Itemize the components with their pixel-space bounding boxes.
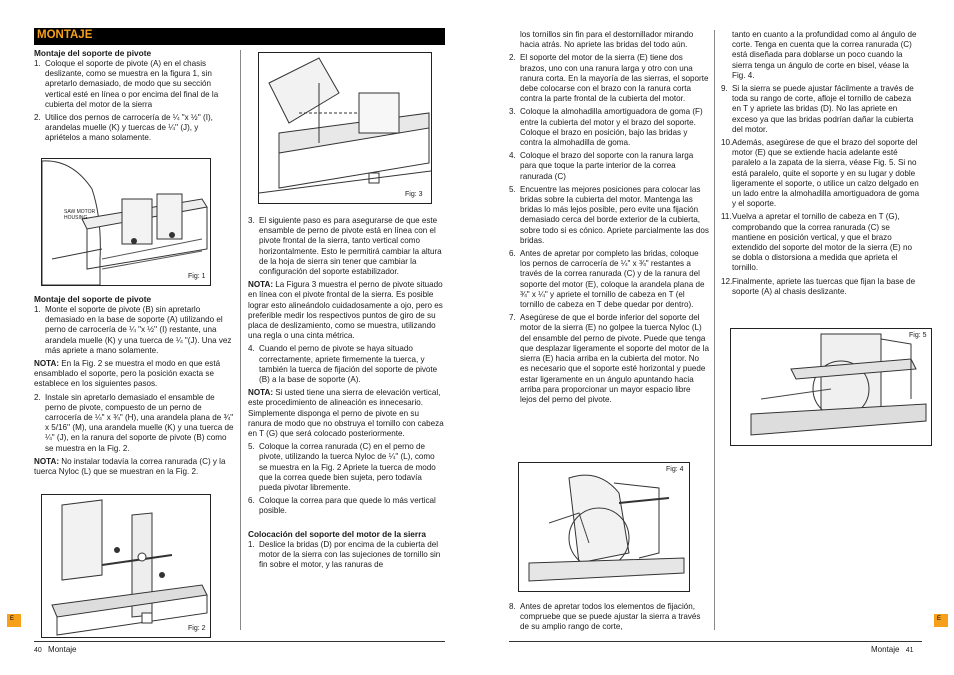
figure-4-drawing: [519, 463, 689, 591]
list-item: 8. Antes de apretar todos los elementos de fijación, compruebe que se puede ajustar la sierra a través de su amplio rango de corte,: [509, 602, 701, 632]
column-3: [509, 30, 709, 408]
footer-title-left: Montaje: [48, 645, 77, 654]
note: NOTA: La Figura 3 muestra el perno de pivote situado en línea con el pivote frontal de la sierra. Es posible lograr esto alineándolo cuidadosamente a ojo, pero es preferible medir los respectivos puntos de giro de su placa de deslizamiento, como se muestra, utilizando una regla o una cinta métrica.: [248, 280, 443, 341]
list-item: 12. Finalmente, apriete las tuercas que fijan la base de soporte (A) al chasis deslizante.: [721, 276, 916, 296]
figure-2: [41, 494, 211, 638]
list-item: 7. Asegúrese de que el borde inferior del soporte del motor de la sierra (E) no golpee la tuerca Nyloc (L) del ensamble del perno de pivote. Puede que tenga que desplazar ligeramente el soporte del motor de la sierra (E) hacia arriba en la cubierta del motor. No es necesario que el soporte esté horizontal y puede estar ligeramente en un ángulo apuntando hacia arriba para proporcionar un mayor espacio libre lejos del perno del pivote.: [509, 313, 709, 404]
list-item: 1. Monte el soporte de pivote (B) sin apretarlo demasiado en la base de soporte (A) utilizando el perno de carrocería de ¼ "x ½'' (I) restante, una arandela muelle (K) y una tuerca de ¼ "(J). Una vez más apriete a mano solamente.: [34, 305, 232, 355]
column-divider: [714, 30, 715, 630]
note: NOTA: En la Fig. 2 se muestra el modo en que está ensamblado el soporte, pero la posición exacta se establece en los siguientes pasos.: [34, 359, 221, 389]
list-item: 10. Además, asegúrese de que el brazo del soporte del motor (E) que se extiende hacia adelante esté paralelo a la zapata de la sierra, véase Fig. 5. Si no está paralelo, quite el soporte y en su lugar y doble ligeramente el soporte, o utilice un calzo delgado en un lado entre la almohadilla amortiguadora de goma y el soporte.: [721, 138, 920, 209]
figure-5-drawing: [731, 329, 931, 445]
figure-4-label: Fig: 4: [666, 466, 684, 473]
footer-title-right: Montaje: [871, 645, 900, 654]
figure-1: [41, 158, 211, 286]
column-1: [34, 48, 234, 147]
list-item: 4. Coloque el brazo del soporte con la ranura larga para que toque la parte interior de la correa ranurada (C): [509, 151, 694, 181]
list-item: 1. Coloque el soporte de pivote (A) en el chasis deslizante, como se muestra en la figura 1, sin apretarlo demasiado, de modo que su sección vertical esté en línea o por encima del final de la cubierta del motor de la sierra: [34, 59, 219, 109]
language-tab-left: E: [7, 614, 21, 627]
list-item: 3. Coloque la almohadilla amortiguadora de goma (F) entre la cubierta del motor y el brazo del soporte. Coloque el brazo en posición, bajo las bridas y contra la almohadilla de goma.: [509, 107, 703, 148]
figure-5-label: Fig: 5: [909, 332, 927, 339]
list-item: 6. Antes de apretar por completo las bridas, coloque los pernos de carrocería de ¼" x ¾" restantes a través de la correa ranurada (C) y de la ranura del soporte del motor (E), coloque la arandela plana de ¾" x ¼" y apriete el tornillo de cabeza en T (el tornillo de cabeza en T debe quedar por dentro).: [509, 249, 705, 310]
list-item: 2. Utilice dos pernos de carrocería de ¼ "x ½'' (I), arandelas muelle (K) y tuercas de ¼'' (J), y apriételos a mano solamente.: [34, 113, 213, 143]
language-tab-right: E: [934, 614, 948, 627]
note: NOTA: No instalar todavía la correa ranurada (C) y la tuerca Nyloc (L) que se muestran en la Fig. 2.: [34, 456, 226, 477]
list-item: 11. Vuelva a apretar el tornillo de cabeza en T (G), comprobando que la correa ranurada (C) se mantiene en posición vertical, y que el brazo extendido del soporte del motor de la sierra (E) no se dobla o distorsiona a medida que aprieta el tornillo.: [721, 212, 912, 273]
column-2: [248, 216, 444, 573]
list-item: 3. El siguiente paso es para asegurarse de que este ensamble de perno de pivote está en línea con el pivote frontal de la sierra, tanto vertical como horizontalmente. Esto le permitirá cambiar la altura de la hoja de sierra sin tener que cambiar la configuración del soporte estabilizador.: [248, 216, 442, 277]
column-4: [721, 30, 922, 300]
continued-text: los tornillos sin fin para el destornillador mirando hacia atrás. No apriete las bridas del todo aún.: [520, 30, 694, 50]
page-number-right: 41: [905, 647, 914, 654]
column-3-lower: [509, 602, 709, 636]
section-title: MONTAJE: [37, 29, 93, 41]
list-item: 6. Coloque la correa para que quede lo más vertical posible.: [248, 496, 436, 516]
continued-text: tanto en cuanto a la profundidad como al ángulo de corte. Tenga en cuenta que la correa ranurada (C) está diseñada para doblarse un poco cuando la sierra tenga un ángulo de corte en bisel, véase la Fig. 4.: [732, 30, 917, 80]
figure-3-label: Fig: 3: [405, 191, 423, 198]
footer-left: [34, 645, 77, 654]
figure-3-drawing: [259, 53, 431, 203]
section-banner: [34, 28, 445, 45]
list-item: 2. Instale sin apretarlo demasiado el ensamble de perno de pivote, compuesto de un perno de carrocería de ¼" x ¾" (H), una arandela plana de ¾" x 5/16'' (M), una arandela muelle (K) y una tuerca de ¼" (J), en la ranura del soporte de pivote (B) como se muestra en la Fig. 2.: [34, 392, 234, 453]
figure-2-drawing: [42, 495, 210, 637]
list-item: 5. Coloque la correa ranurada (C) en el perno de pivote, utilizando la tuerca Nyloc de ¼" (L), como se muestra en la Fig. 2 Apriete la tuerca de modo que la correa quede bien sujeta, pero todavía pueda pivotar libremente.: [248, 442, 436, 493]
figure-3: [258, 52, 432, 204]
figure-4: [518, 462, 690, 592]
page-number-left: 40: [34, 647, 42, 654]
heading-motor-bracket: Colocación del soporte del motor de la sierra: [248, 528, 426, 539]
heading-pivot-bracket-2: Montaje del soporte de pivote: [34, 294, 152, 304]
figure-1-label: Fig: 1: [188, 273, 206, 280]
figure-5: [730, 328, 932, 446]
list-item: 9. Si la sierra se puede ajustar fácilmente a través de toda su rango de corte, afloje el tornillo de cabeza en T y apriete las bridas (D). No las apriete en exceso ya que las bridas podrían dañar la cubierta del motor.: [721, 84, 914, 134]
figure-2-label: Fig: 2: [188, 625, 206, 632]
list-item: 4. Cuando el perno de pivote se haya situado correctamente, apriete firmemente la tuerca, y también la tuerca de fijación del soporte de pivote (B) a la base de soporte (A).: [248, 344, 438, 385]
column-1-lower: [34, 294, 234, 480]
footer-rule-right: [509, 641, 922, 642]
figure-1-text: SAW MOTOR HOUSING: [64, 209, 96, 221]
heading-pivot-bracket: Montaje del soporte de pivote: [34, 48, 152, 58]
column-divider: [240, 50, 241, 630]
list-item: 2. El soporte del motor de la sierra (E) tiene dos brazos, uno con una ranura larga y otro con una ranura corta. En la mayoría de las sierras, el soporte debe colocarse con el brazo con la ranura corta contra la parte frontal de la cubierta del motor.: [509, 53, 709, 104]
figure-1-drawing: [42, 159, 210, 285]
footer-rule-left: [34, 641, 445, 642]
footer-right: [871, 645, 914, 654]
list-item: 1. Deslice la bridas (D) por encima de la cubierta del motor de la sierra con las sujeciones de tornillo sin fin sobre el motor, y las ranuras de: [248, 539, 441, 570]
note: NOTA: Si usted tiene una sierra de elevación vertical, este procedimiento de alineación es innecesario. Simplemente disponga el perno de pivote en su ranura de modo que no obstruya el tornillo con cabeza en T (G) que será colocado posteriormente.: [248, 388, 444, 439]
list-item: 5. Encuentre las mejores posiciones para colocar las bridas sobre la cubierta del motor. Mantenga las bridas lo más lejos posible, pero evite una fijación demasiado cerca del borde exterior de la cubierta, sobre todo si es cónico. Apriete parcialmente las dos bridas.: [509, 184, 709, 245]
